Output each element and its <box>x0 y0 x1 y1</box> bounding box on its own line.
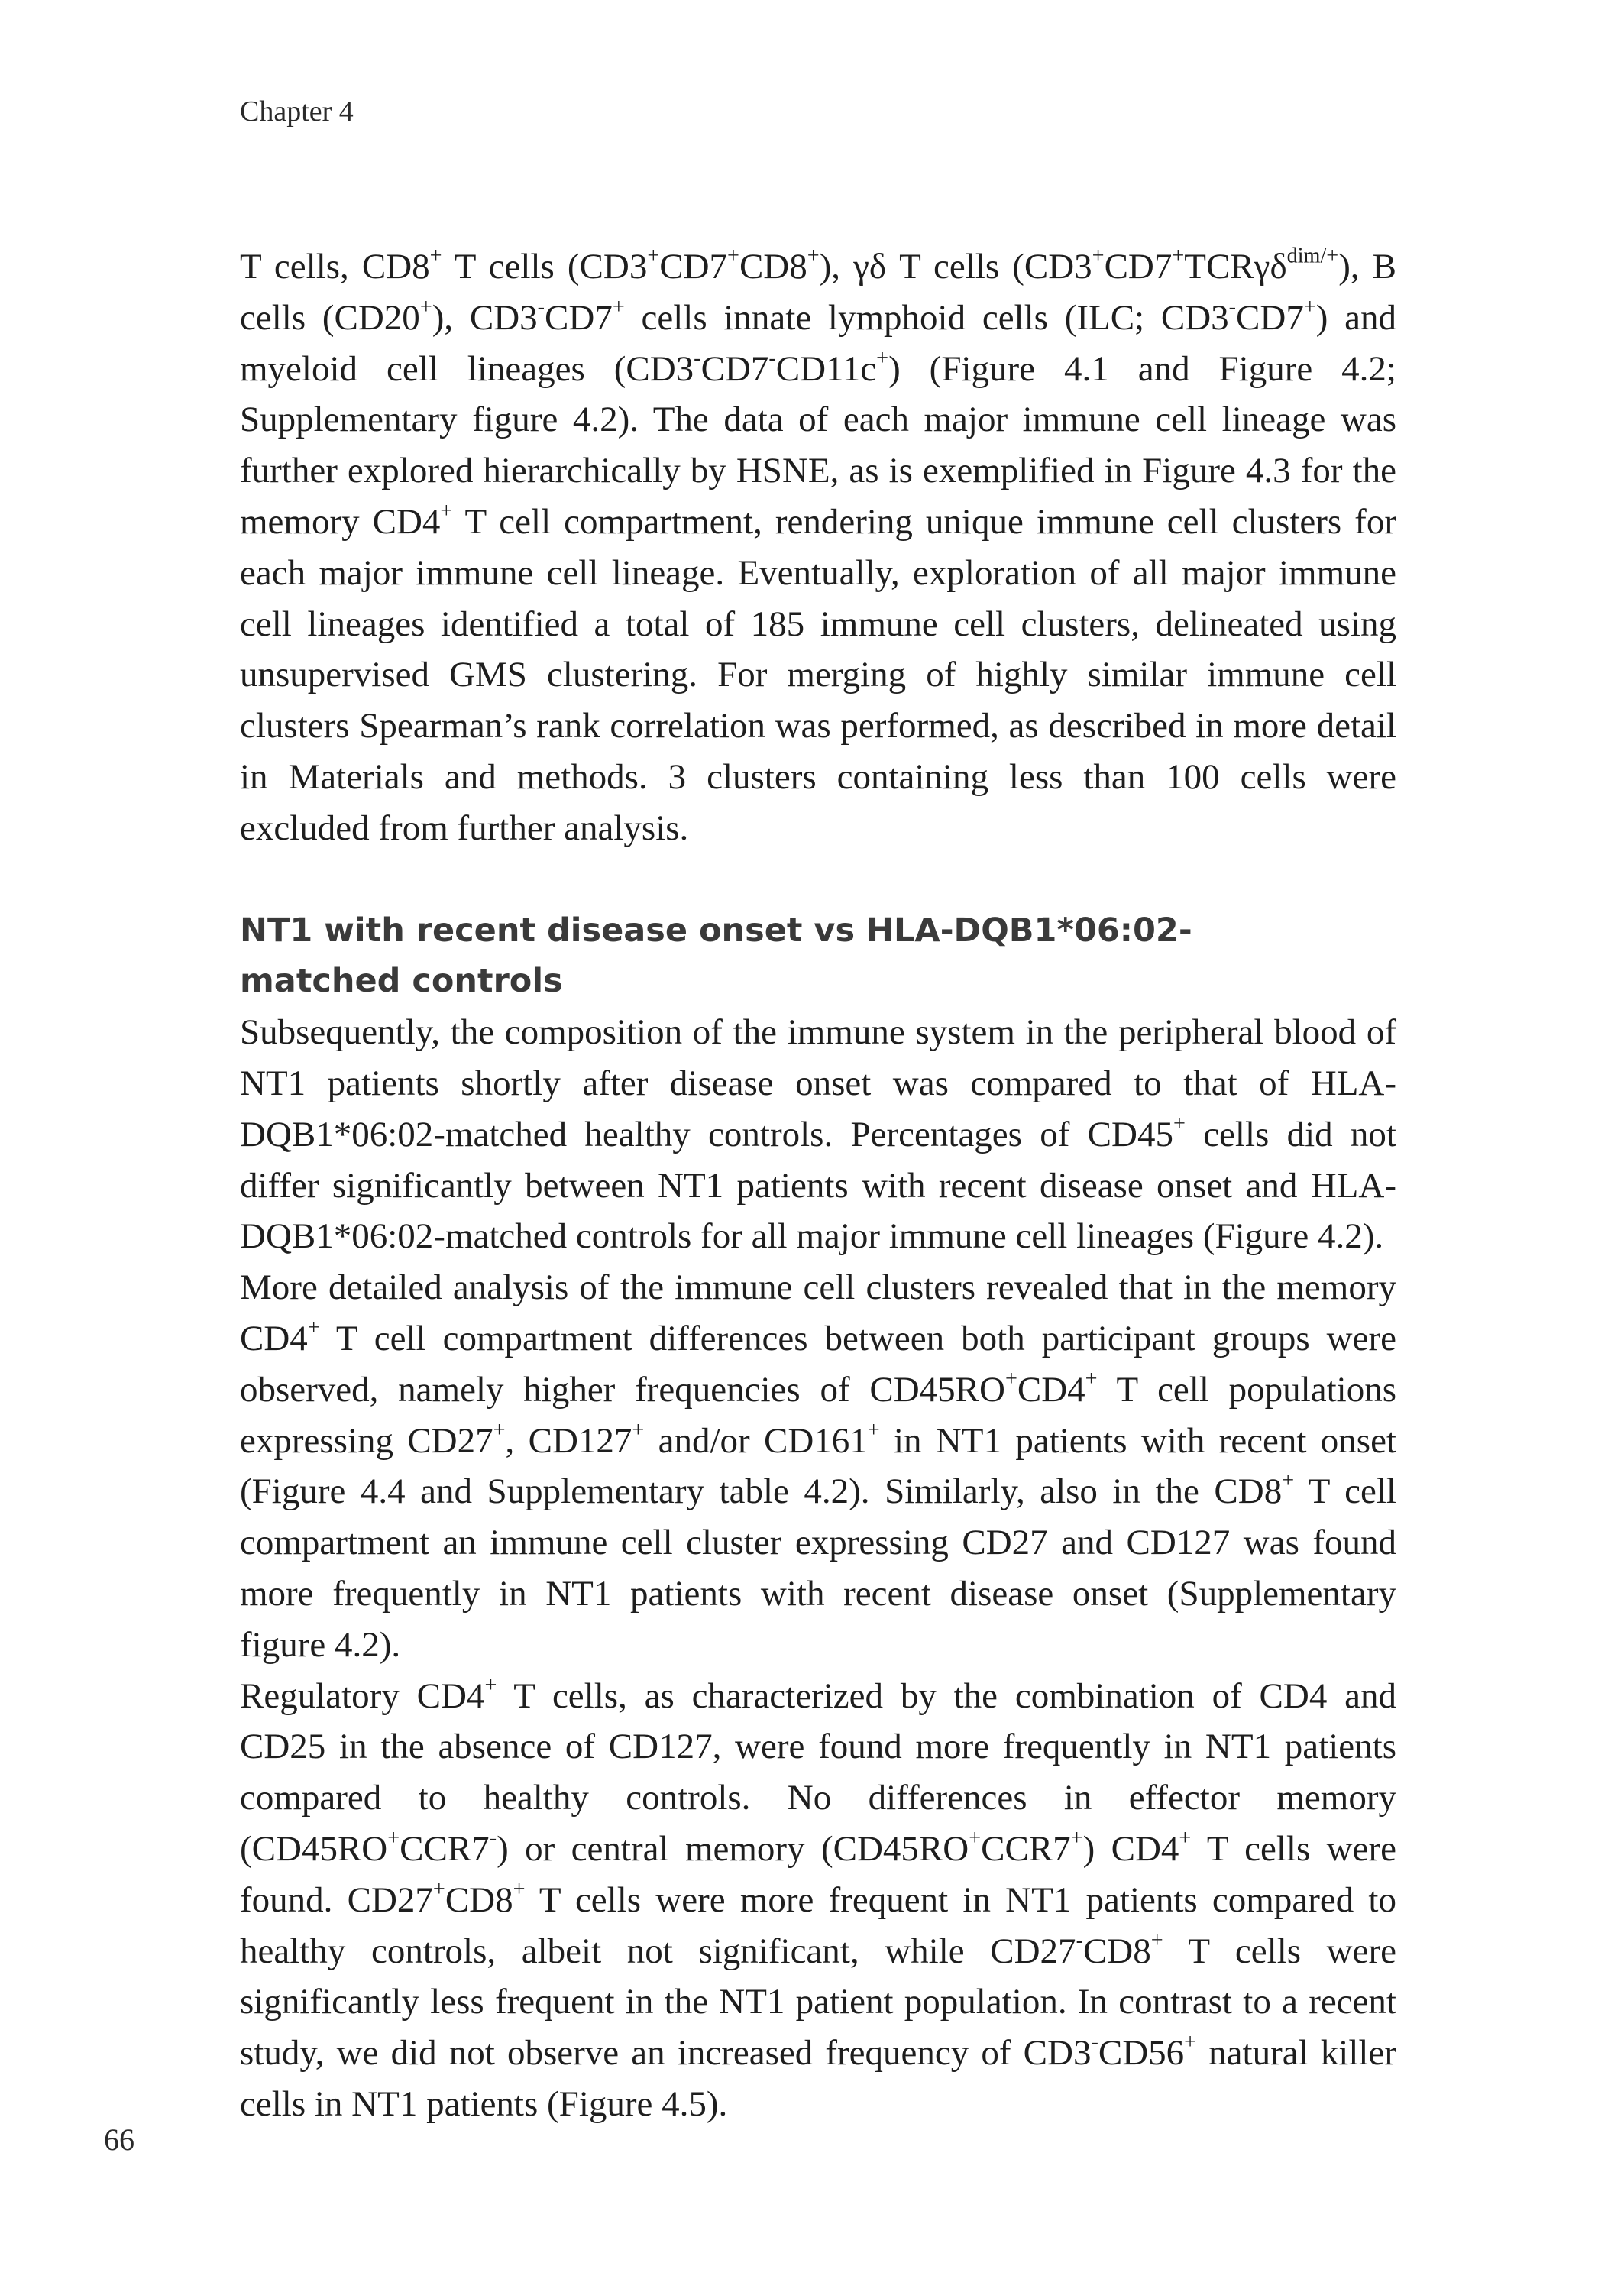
paragraph-cd45-comparison: Subsequently, the composition of the immune system in the peripheral blood of NT1 patients shortly after disease onset was compared to that of HLA-DQB1*06:02-matched healthy controls. Percentages of CD45+ cells did not differ significantly between NT1 patients with recent disease onset and HLA-DQB1*06:02-matched controls for all major immune cell lineages (Figure 4.2). <box>240 1012 1396 1257</box>
paragraph-regulatory-t-cells: Regulatory CD4+ T cells, as characterized by the combination of CD4 and CD25 in the absence of CD127, were found more frequently in NT1 patients compared to healthy controls. No differences in effector memory (CD45RO+CCR7-) or central memory (CD45RO+CCR7+) CD4+ T cells were found. CD27+CD8+ T cells were more frequent in NT1 patients compared to healthy controls, albeit not significant, while CD27-CD8+ T cells were significantly less frequent in the NT1 patient population. In contrast to a recent study, we did not observe an increased frequency of CD3-CD56+ natural killer cells in NT1 patients (Figure 4.5). <box>240 1673 1396 2124</box>
running-head-chapter: Chapter 4 <box>240 96 354 128</box>
page-body <box>240 241 1396 2130</box>
paragraph-immune-lineages: T cells, CD8+ T cells (CD3+CD7+CD8+), γδ T cells (CD3+CD7+TCRγδ$^{dim/+}$), B cells (CD20+), CD3-CD7+ cells innate lymphoid cells (ILC; CD3-CD7+) and myeloid cell lineages (CD3-CD7-CD11c+) (Figure 4.1 and Figure 4.2; Supplementary figure 4.2). The data of each major immune cell lineage was further explored hierarchically by HSNE, as is exemplified in Figure 4.3 for the memory CD4+ T cell compartment, rendering unique immune cell clusters for each major immune cell lineage. Eventually, exploration of all major immune cell lineages identified a total of 185 immune cell clusters, delineated using unsupervised GMS clustering. For merging of highly similar immune cell clusters Spearman’s rank correlation was performed, as described in more detail in Materials and methods. 3 clusters containing less than 100 cells were excluded from further analysis. <box>240 244 1396 848</box>
paragraph-cluster-analysis: More detailed analysis of the immune cell clusters revealed that in the memory CD4+ T cell compartment differences between both participant groups were observed, namely higher frequencies of CD45RO+CD4+ T cell populations expressing CD27+, CD127+ and/or CD161+ in NT1 patients with recent onset (Figure 4.4 and Supplementary table 4.2). Similarly, also in the CD8+ T cell compartment an immune cell cluster expressing CD27 and CD127 was found more frequently in NT1 patients with recent disease onset (Supplementary figure 4.2). <box>240 1267 1396 1665</box>
section-heading: NT1 with recent disease onset vs HLA-DQB1*06:02-matched controls <box>240 911 1192 1001</box>
page-number: 66 <box>104 2122 134 2157</box>
